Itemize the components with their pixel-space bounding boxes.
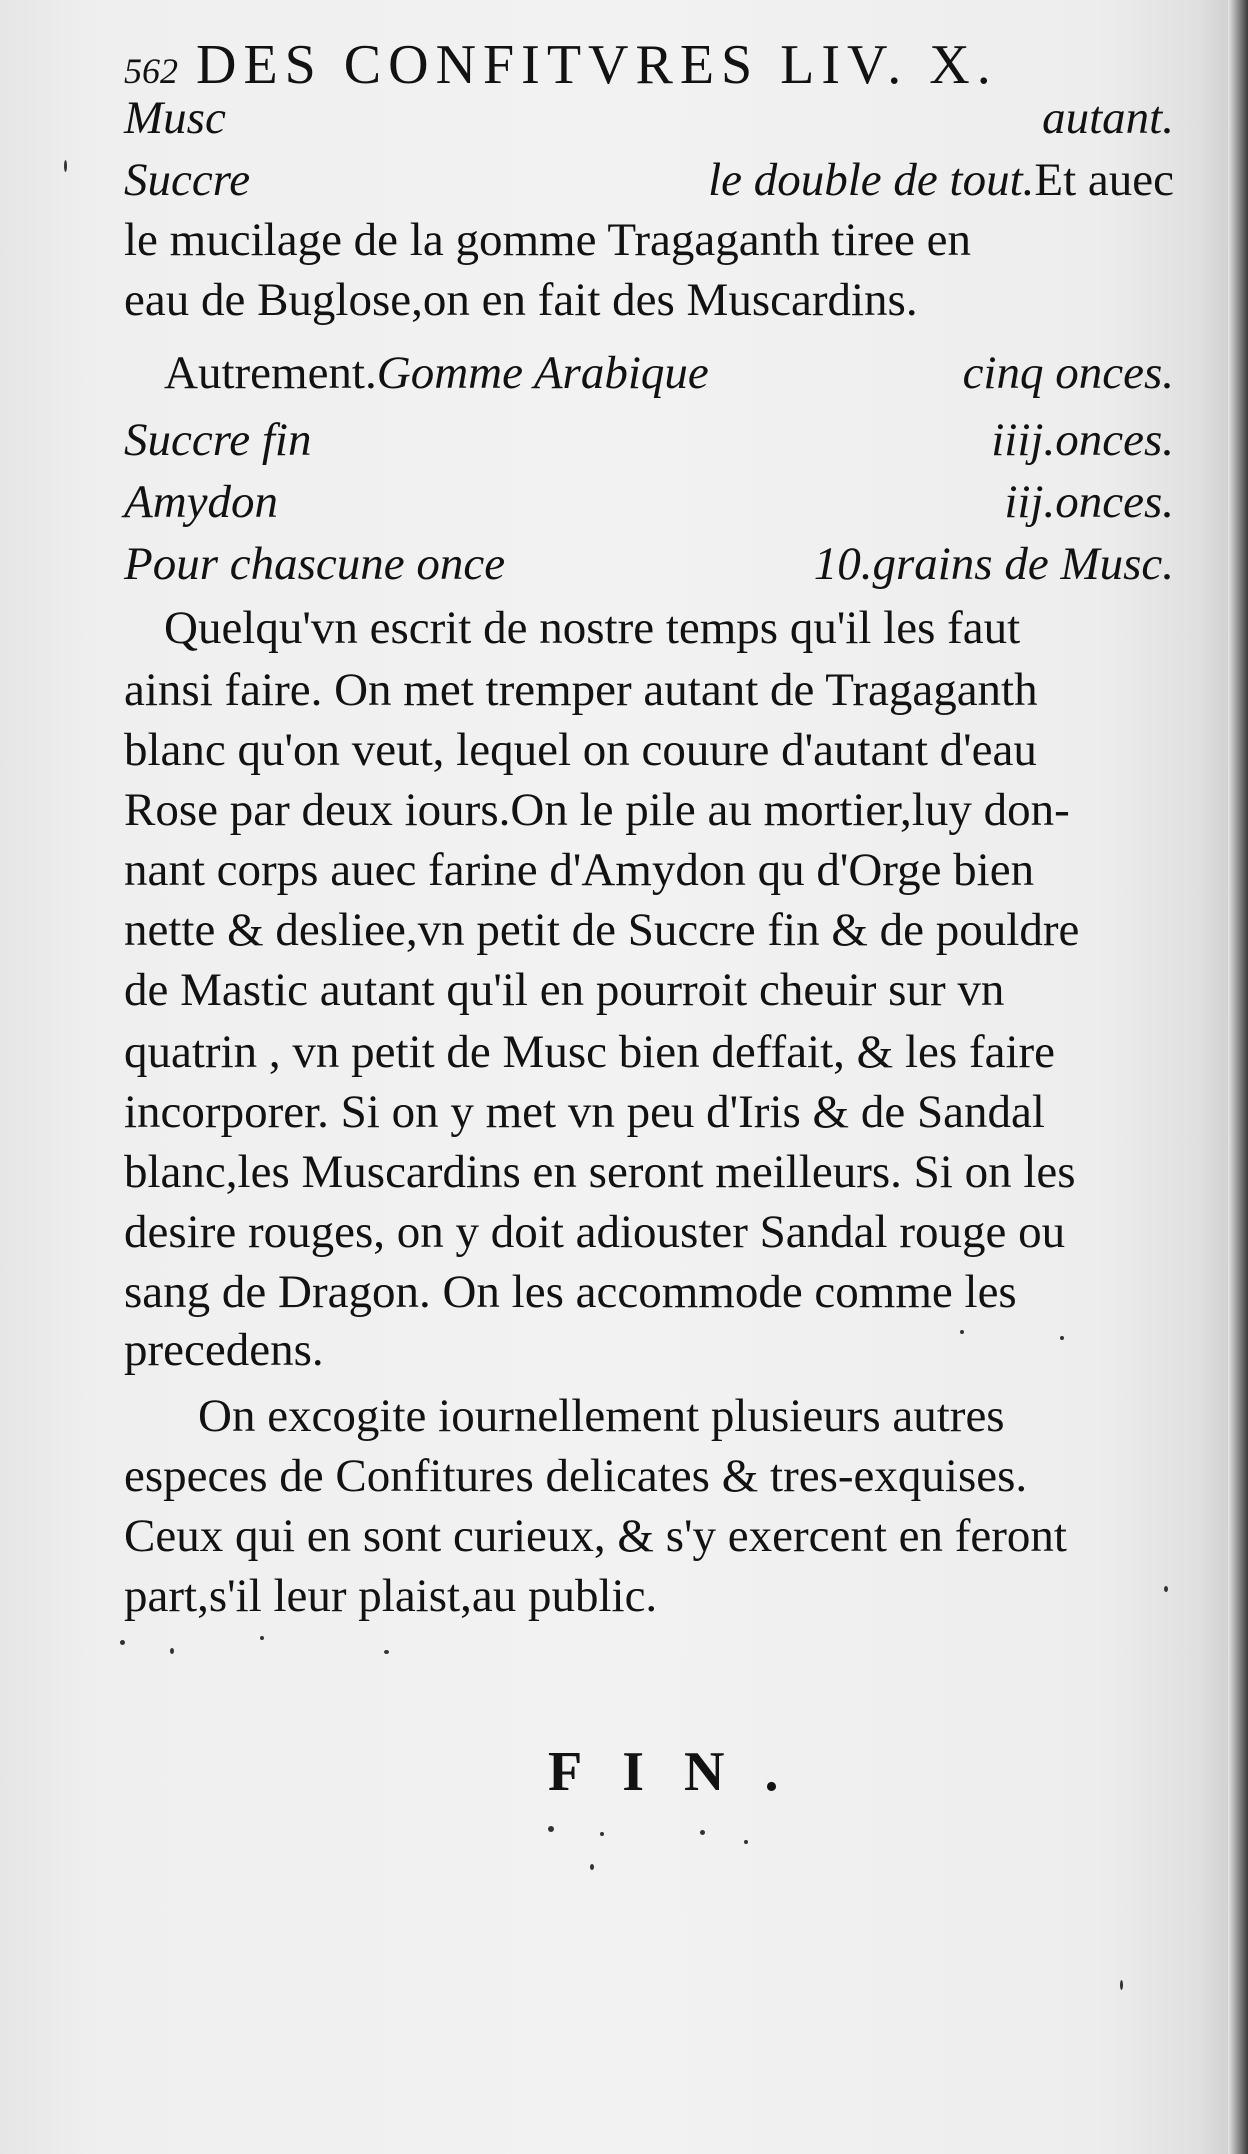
scan-speck xyxy=(960,1330,964,1334)
scan-speck xyxy=(1164,1586,1168,1592)
recipe-line-succre-fin xyxy=(124,410,1174,470)
scan-speck xyxy=(64,160,67,172)
paragraph-line: part,s'il leur plaist,au public. xyxy=(124,1570,658,1622)
scan-speck xyxy=(170,1648,174,1654)
paragraph-line: On excogite iournellement plusieurs autres xyxy=(198,1390,1005,1442)
paragraph-line: nant corps auec farine d'Amydon qu d'Orge bien xyxy=(124,844,1035,896)
paragraph-line: blanc,les Muscardins en seront meilleurs. Si on les xyxy=(124,1146,1076,1198)
scan-speck xyxy=(120,1640,125,1645)
scan-speck xyxy=(1120,1980,1123,1990)
paragraph-line: desire rouges, on y doit adiouster Sandal rouge ou xyxy=(124,1206,1066,1258)
paragraph-line: nette & desliee,vn petit de Succre fin & de pouldre xyxy=(124,904,1080,956)
scan-speck xyxy=(1060,1336,1064,1340)
recipe-line-musc-grains xyxy=(124,534,1174,594)
paragraph-line: Ceux qui en sont curieux, & s'y exercent en feront xyxy=(124,1510,1067,1562)
paragraph-line: incorporer. Si on y met vn peu d'Iris & de Sandal xyxy=(124,1086,1045,1138)
paragraph-line: quatrin , vn petit de Musc bien deffait, & les faire xyxy=(124,1026,1056,1078)
ingredient-label: Gomme Arabique xyxy=(376,347,709,399)
paragraph-line: especes de Confitures delicates & tres-exquises. xyxy=(124,1450,1028,1502)
scan-speck xyxy=(590,1864,594,1870)
recipe-intro: Autrement. xyxy=(164,347,377,399)
ingredient-amount: iij.onces. xyxy=(1004,476,1174,528)
ingredient-amount: autant. xyxy=(1042,92,1174,144)
ingredient-label: Succre fin xyxy=(124,414,312,466)
scan-speck xyxy=(744,1840,748,1844)
paragraph-line: Quelqu'vn escrit de nostre temps qu'il les faut xyxy=(164,602,1021,654)
ingredient-amount-with-text xyxy=(708,150,1174,210)
ingredient-amount: le double de tout. xyxy=(708,154,1035,206)
book-spine-shadow xyxy=(1228,0,1248,2154)
recipe-line-amydon xyxy=(124,472,1174,532)
recipe-line-gomme xyxy=(124,343,1174,403)
colophon-fin: FIN. xyxy=(548,1741,819,1803)
page-number: 562 xyxy=(124,51,178,91)
scan-speck xyxy=(260,1636,264,1640)
paragraph-line: blanc qu'on veut, lequel on couure d'autant d'eau xyxy=(124,724,1037,776)
recipe-line-succre xyxy=(124,150,1174,210)
ingredient-label: Musc xyxy=(124,92,226,144)
recipe-line-musc xyxy=(124,88,1174,148)
ingredient-amount: iiij.onces. xyxy=(991,414,1174,466)
ingredient-amount: 10.grains de Musc. xyxy=(813,538,1174,590)
scan-speck xyxy=(700,1830,705,1835)
running-title: DES CONFITVRES LIV. X. xyxy=(196,34,998,96)
scan-speck xyxy=(548,1826,554,1832)
continuing-text: Et auec xyxy=(1034,154,1174,206)
ingredient-label: Amydon xyxy=(124,476,279,528)
paragraph-line: precedens. xyxy=(124,1324,324,1376)
ingredient-amount: cinq onces. xyxy=(962,347,1174,399)
scan-speck xyxy=(384,1650,389,1654)
paragraph-line: sang de Dragon. On les accommode comme les xyxy=(124,1266,1017,1318)
paragraph-line: de Mastic autant qu'il en pourroit cheuir sur vn xyxy=(124,964,1005,1016)
text-line: le mucilage de la gomme Tragaganth tiree en xyxy=(124,214,972,266)
scan-speck xyxy=(600,1832,604,1836)
ingredient-label: Pour chascune once xyxy=(124,538,506,590)
paragraph-line: Rose par deux iours.On le pile au mortier,luy don- xyxy=(124,784,1070,836)
ingredient-label: Succre xyxy=(124,154,251,206)
paragraph-line: ainsi faire. On met tremper autant de Tragaganth xyxy=(124,664,1038,716)
text-line: eau de Buglose,on en fait des Muscardins. xyxy=(124,274,918,326)
